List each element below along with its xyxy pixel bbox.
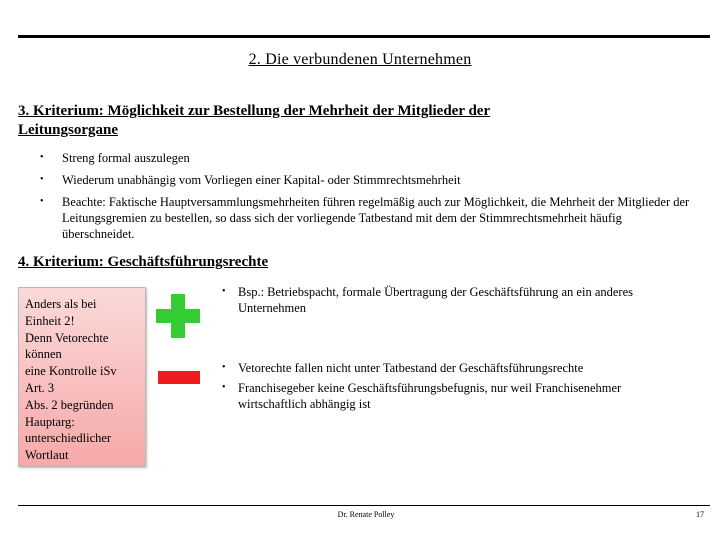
list-item: • Bsp.: Betriebspacht, formale Übertragung der Geschäftsführung an ein anderes Unternehmen (222, 285, 634, 315)
list-item: • Vetorechte fallen nicht unter Tatbestand der Geschäftsführungsrechte (222, 361, 584, 375)
contra-list (222, 360, 692, 416)
note-line: eine Kontrolle iSv (25, 364, 117, 379)
note-line: Anders als bei (25, 297, 97, 311)
top-divider (18, 35, 710, 38)
bullet-icon: • (222, 382, 226, 393)
list-item: • Franchisegeber keine Geschäftsführungsbefugnis, nur weil Franchisenehmer wirtschaftlich abhängig ist (222, 381, 622, 411)
slide-title: 2. Die verbundenen Unternehmen (248, 51, 472, 68)
criterion-3-heading-line-1: 3. Kriterium: Möglichkeit zur Bestellung der Mehrheit der Mitglieder der (18, 103, 491, 119)
note-line: Hauptarg: (25, 414, 75, 429)
plus-icon (156, 294, 200, 338)
list-item: • Streng formal auszulegen (40, 151, 190, 165)
criterion-4-heading: 4. Kriterium: Geschäftsführungsrechte (18, 254, 269, 270)
bottom-divider (18, 505, 710, 506)
bullet-icon: • (40, 152, 44, 163)
list-item: • Wiederum unabhängig vom Vorliegen einer Kapital- oder Stimmrechtsmehrheit (40, 173, 461, 187)
minus-icon (158, 371, 200, 384)
note-box (18, 287, 146, 467)
bullet-icon: • (222, 362, 226, 373)
criterion-3-heading-line-2: Leitungsorgane (18, 122, 119, 138)
bullet-icon: • (40, 174, 44, 185)
page-number: 17 (696, 510, 704, 519)
note-line: können (25, 347, 62, 362)
list-item: • Beachte: Faktische Hauptversammlungsmehrheiten führen regelmäßig auch zur Möglichkeit, die Mehrheit der Mitglieder der Leitungsgremien zu bestellen, so dass sich der vorliegende Tatbestand mit dem der Stimmrechtsmehrheit häufig überschneidet. (40, 195, 690, 241)
bullet-icon: • (40, 196, 44, 207)
note-line: Abs. 2 begründen (25, 397, 114, 412)
pro-list (222, 284, 692, 320)
note-line: unterschiedlicher (25, 431, 112, 446)
note-line: Wortlaut (25, 448, 69, 463)
note-line: Art. 3 (25, 380, 55, 395)
note-line: Einheit 2! (25, 313, 75, 328)
criterion-3-list (40, 150, 690, 248)
criterion-3-heading (18, 102, 658, 140)
footer-author: Dr. Renate Polley (337, 510, 395, 519)
note-line: Denn Vetorechte (25, 330, 109, 345)
bullet-icon: • (222, 286, 226, 297)
